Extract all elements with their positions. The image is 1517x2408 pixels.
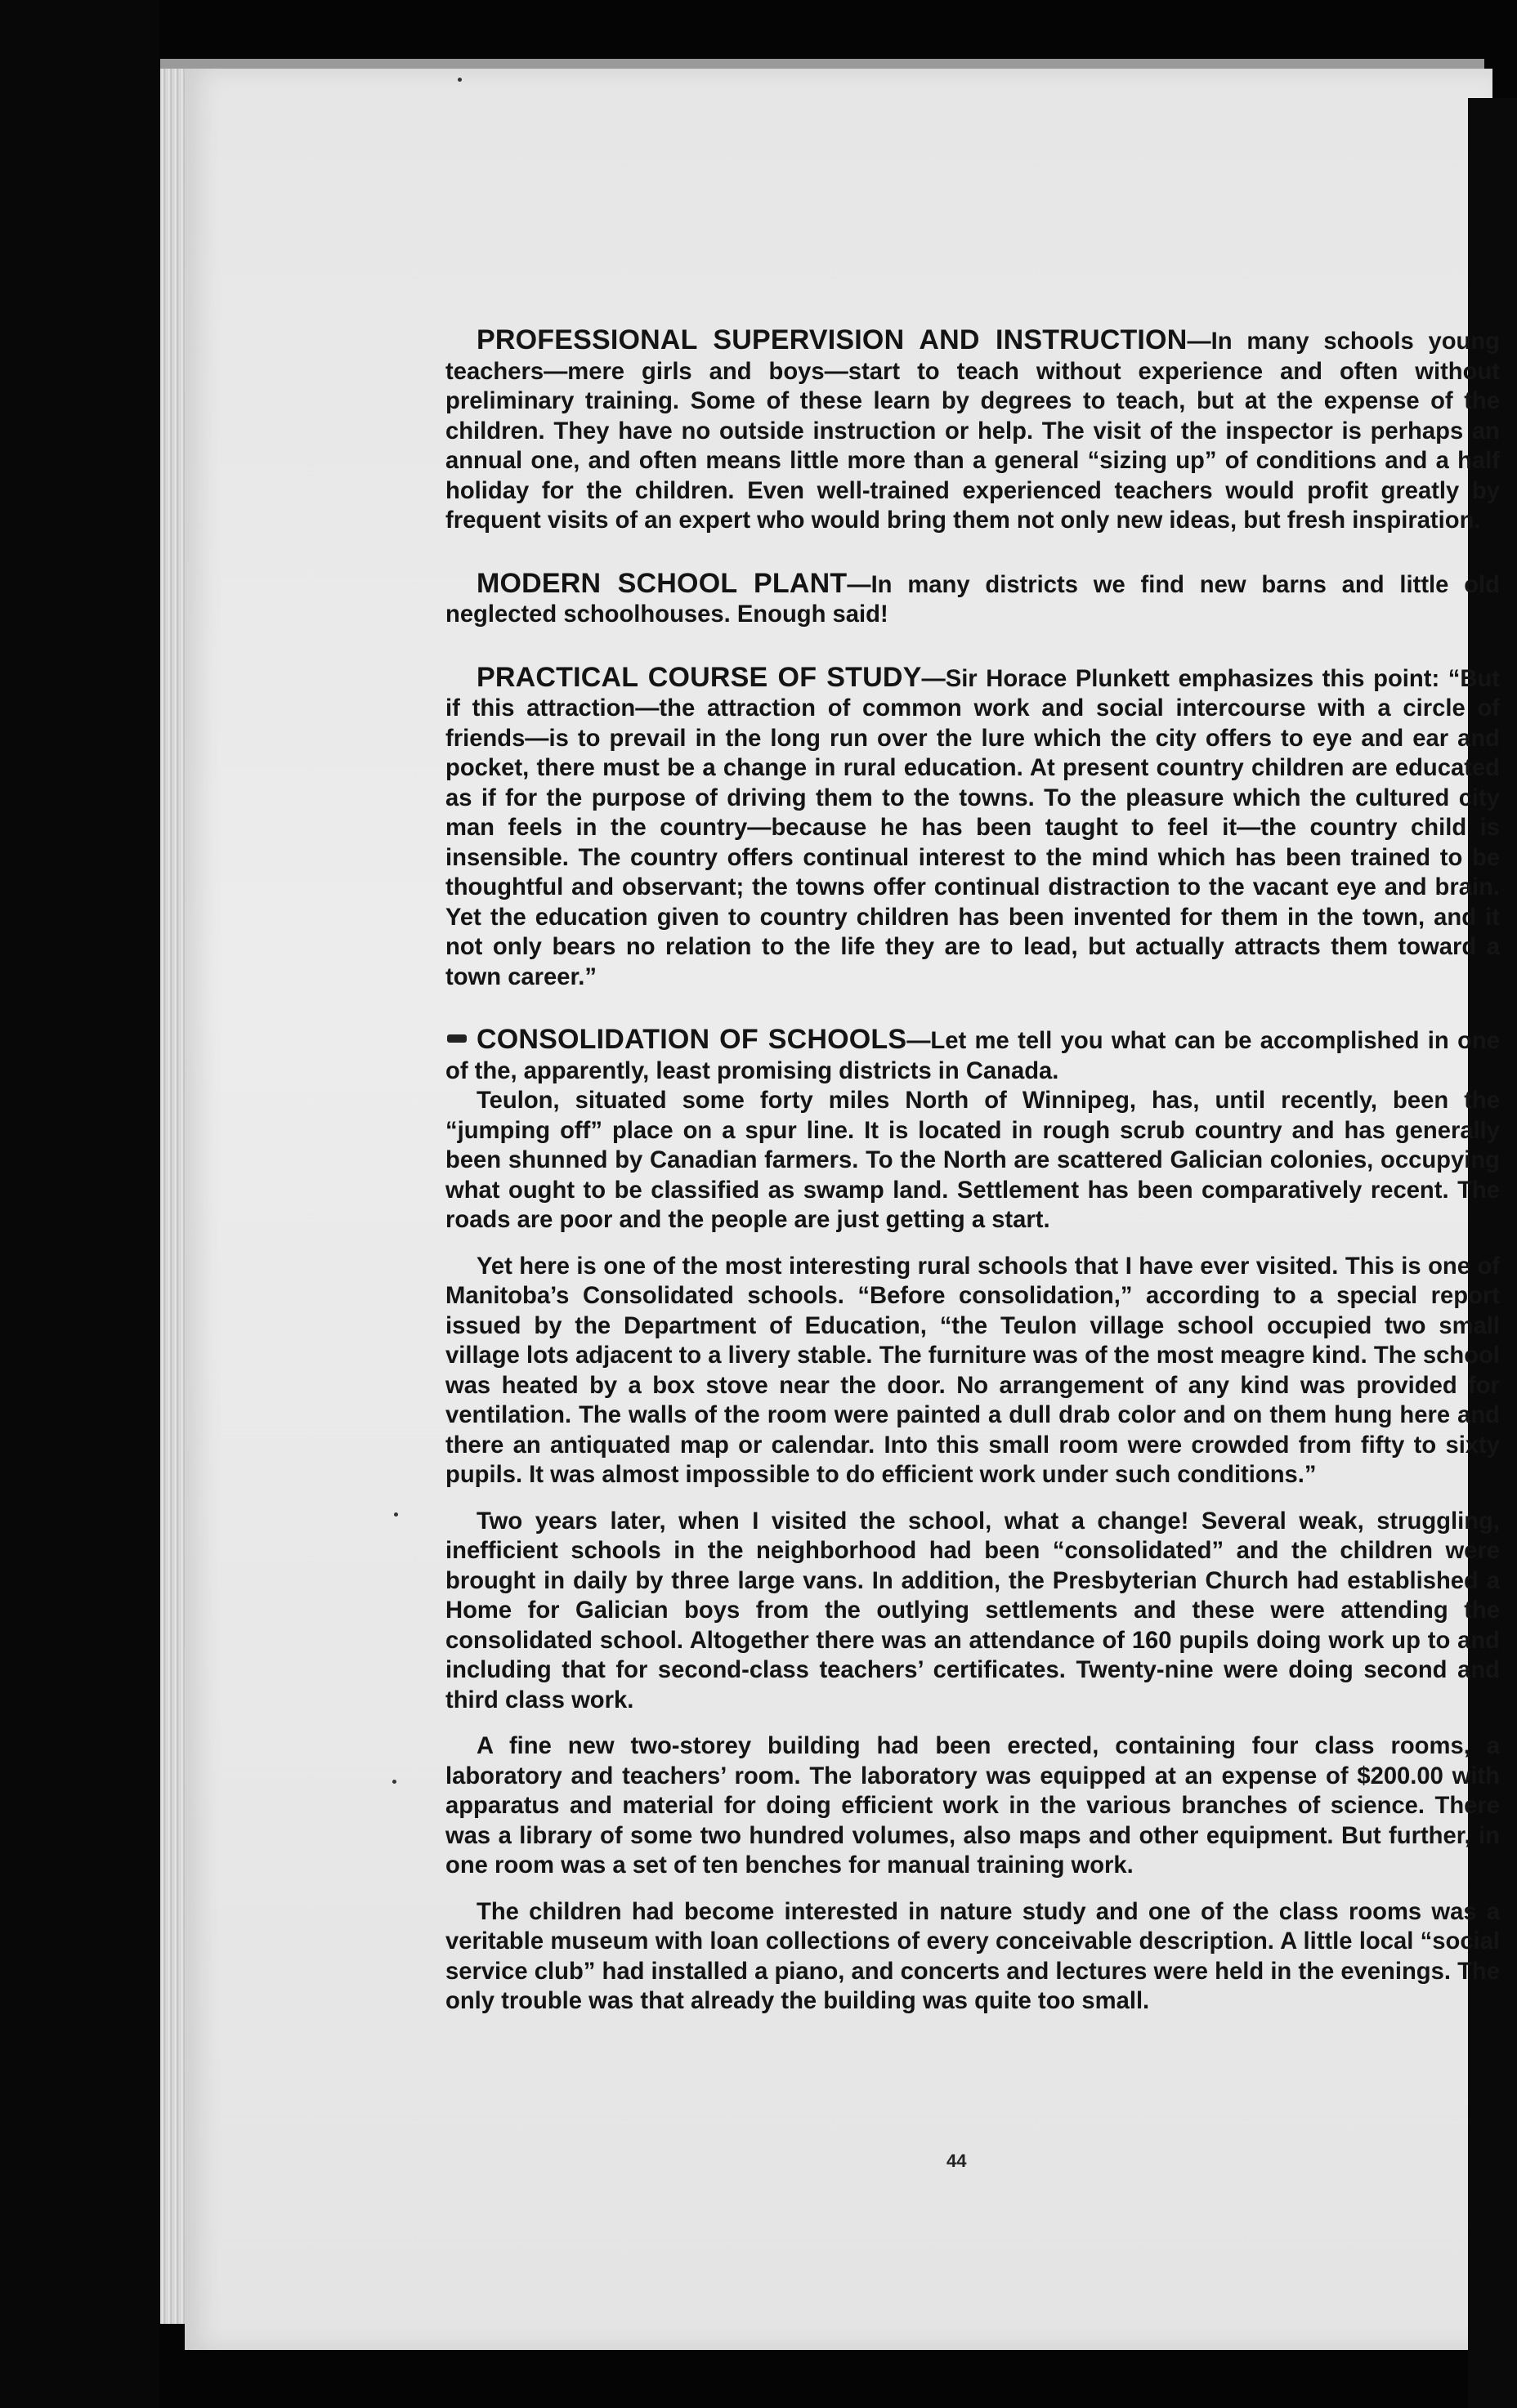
section-body: —In many districts we find new barns and little old neglected schoolhouses. Enough said! xyxy=(445,571,1500,628)
section-body: —Let me tell you what can be accomplished in one of the, apparently, least promising districts in Canada. xyxy=(445,1028,1500,1084)
section-heading: PRACTICAL COURSE OF STUDY xyxy=(477,661,922,693)
page-number: 44 xyxy=(946,2151,967,2171)
speck xyxy=(392,1780,396,1784)
section-practical-course xyxy=(445,663,1500,993)
section-modern-school-plant xyxy=(445,569,1500,630)
section-heading: MODERN SCHOOL PLANT xyxy=(477,567,848,599)
speck xyxy=(458,78,462,82)
paragraph-teulon: Teulon, situated some forty miles North of Winnipeg, has, until recently, been the “jumping off” place on a spur line. It is located in rough scrub country and has generally been shunned by Canadian farmers. To the North are scattered Galician colonies, occupying what ought to be classified as swamp land. Settlement has been comparatively recent. The roads are poor and the people are just getting a start. xyxy=(445,1088,1500,1233)
paragraph-nature-study: The children had become interested in nature study and one of the class rooms was a veritable museum with loan collections of every conceivable description. A little local “social service club” had installed a piano, and concerts and lectures were held in the evenings. The only trouble was that already the building was quite too small. xyxy=(445,1898,1500,2014)
paragraph-two-years-later: Two years later, when I visited the school, what a change! Several weak, struggling, inefficient schools in the neighborhood had been “consolidated” and the children were brought in daily by three large vans. In addition, the Presbyterian Church had established a Home for Galician boys from the outlying settlements and these were attending the consolidated school. Altogether there was an attendance of 160 pupils doing work up to and including that for second-class teachers’ certificates. Twenty-nine were doing second and third class work. xyxy=(445,1508,1500,1713)
page-text xyxy=(445,325,1500,2017)
section-consolidation xyxy=(445,1025,1500,1086)
speck xyxy=(394,1512,398,1517)
section-heading: PROFESSIONAL SUPERVISION AND INSTRUCTION xyxy=(477,324,1188,355)
paragraph-before-consolidation: Yet here is one of the most interesting rural schools that I have ever visited. This is one of Manitoba’s Consolidated schools. “Before consolidation,” according to a special report issued by the Department of Education, “the Teulon village school occupied two small village lots adjacent to a livery stable. The furniture was of the most meagre kind. The school was heated by a box stove near the door. No arrangement of any kind was provided for ventilation. The walls of the room were painted a dull drab color and on them hung here and there an antiquated map or calendar. Into this small room were crowded from fifty to sixty pupils. It was almost impossible to do efficient work under such conditions.” xyxy=(445,1253,1500,1488)
section-body: —Sir Horace Plunkett emphasizes this point: “But if this attraction—the attraction of common work and social intercourse with a circle of friends—is to prevail in the long run over the lure which the city offers to eye and ear and pocket, there must be a change in rural education. At present country children are educated as if for the purpose of driving them to the towns. To the pleasure which the cultured city man feels in the country—because he has been taught to feel it—the country child is insensible. The country offers continual interest to the mind which has been trained to be thoughtful and observant; the towns offer continual distraction to the vacant eye and brain. Yet the education given to country children has been invented for them in the town, and it not only bears no relation to the life they are to lead, but actually attracts them toward a town career.” xyxy=(445,665,1500,990)
section-professional-supervision xyxy=(445,325,1500,536)
section-heading: CONSOLIDATION OF SCHOOLS xyxy=(477,1024,907,1055)
paragraph-new-building: A fine new two-storey building had been erected, containing four class rooms, a laboratory and teachers’ room. The laboratory was equipped at an expense of $200.00 with apparatus and material for doing efficient work in the various branches of science. There was a library of some two hundred volumes, also maps and other equipment. But further, in one room was a set of ten benches for manual training work. xyxy=(445,1733,1500,1879)
scan-background-left xyxy=(0,0,159,2408)
section-body: —In many schools young teachers—mere girls and boys—start to teach without experience and often without preliminary training. Some of these learn by degrees to teach, but at the expense of the children. They have no outside instruction or help. The visit of the inspector is perhaps an annual one, and often means little more than a general “sizing up” of conditions and a half holiday for the children. Even well-trained experienced teachers would profit greatly by frequent visits of an expert who would bring them not only new ideas, but fresh inspiration. xyxy=(445,328,1501,534)
